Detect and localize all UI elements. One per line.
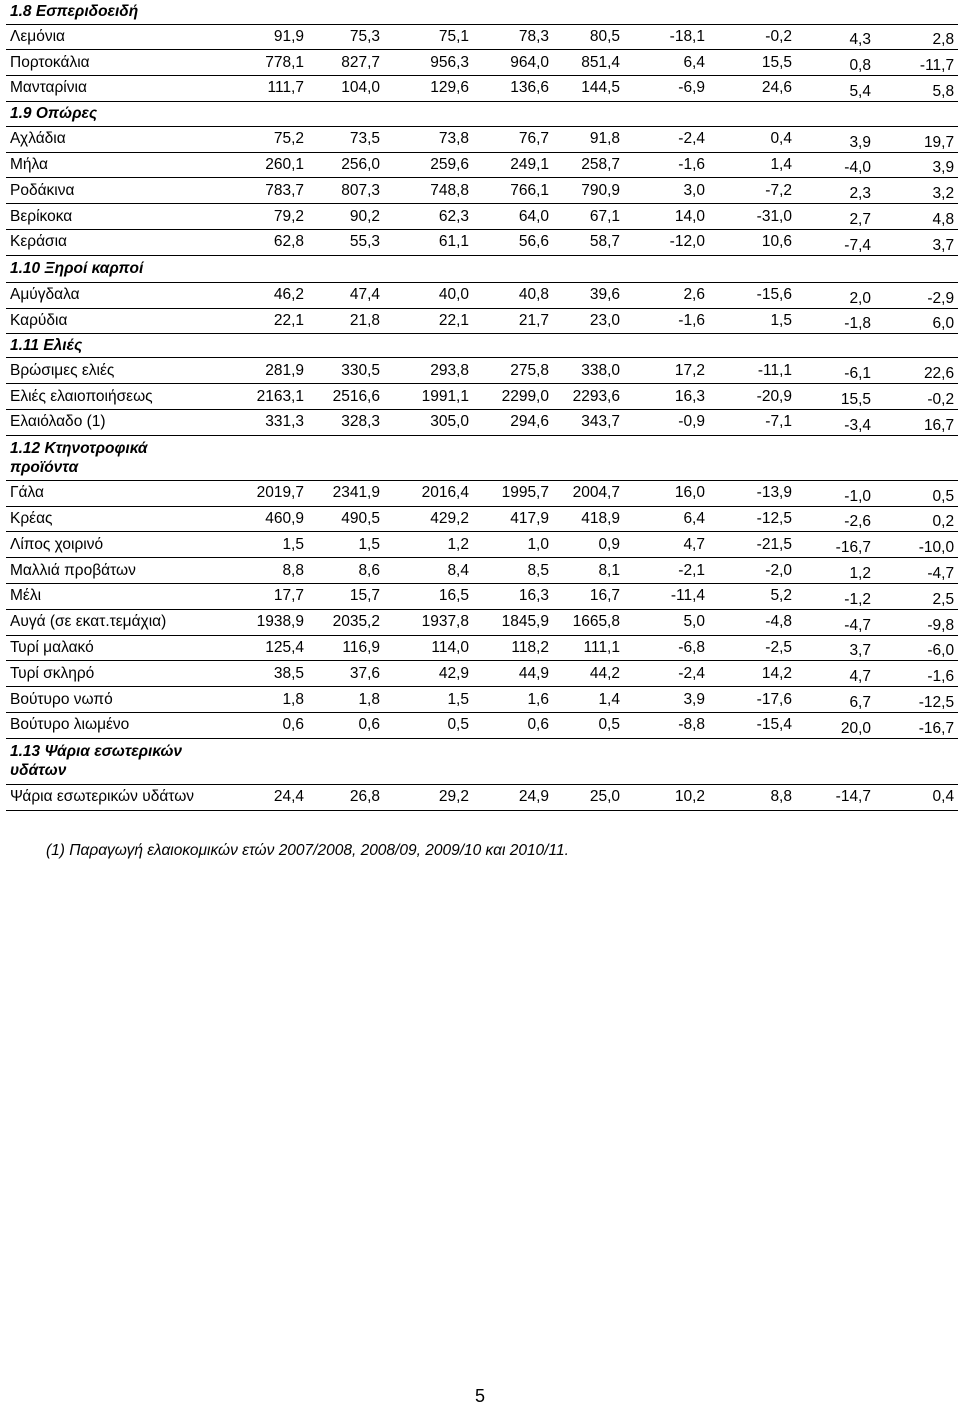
row-label: Βούτυρο λιωμένο bbox=[6, 713, 210, 739]
table-cell: 44,9 bbox=[473, 661, 553, 687]
table-cell: 111,1 bbox=[553, 635, 624, 661]
table-cell: 2019,7 bbox=[210, 480, 308, 506]
table-cell: 118,2 bbox=[473, 635, 553, 661]
table-row bbox=[6, 661, 958, 687]
table-cell: -2,1 bbox=[624, 558, 709, 584]
row-label: Αυγά (σε εκατ.τεμάχια) bbox=[6, 609, 210, 635]
table-cell: 1845,9 bbox=[473, 609, 553, 635]
table-cell: 116,9 bbox=[308, 635, 384, 661]
table-cell: -8,8 bbox=[624, 713, 709, 739]
table-cell: 22,1 bbox=[384, 308, 473, 334]
table-cell: -1,6 bbox=[624, 308, 709, 334]
table-cell: 76,7 bbox=[473, 126, 553, 152]
table-cell: 91,8 bbox=[553, 126, 624, 152]
table-cell: 104,0 bbox=[308, 76, 384, 102]
table-cell: 418,9 bbox=[553, 506, 624, 532]
table-cell: -9,8 bbox=[875, 609, 958, 635]
table-cell: 21,7 bbox=[473, 308, 553, 334]
table-cell: 1665,8 bbox=[553, 609, 624, 635]
table-cell: 26,8 bbox=[308, 784, 384, 810]
table-cell: -1,8 bbox=[796, 308, 875, 334]
section-title: 1.13 Ψάρια εσωτερικών υδάτων bbox=[6, 738, 210, 784]
table-cell: 37,6 bbox=[308, 661, 384, 687]
table-cell: 46,2 bbox=[210, 282, 308, 308]
table-cell: 75,2 bbox=[210, 126, 308, 152]
page-number: 5 bbox=[474, 1386, 485, 1406]
table-cell: 14,2 bbox=[709, 661, 796, 687]
table-cell: 4,3 bbox=[796, 24, 875, 50]
table-cell: -2,0 bbox=[709, 558, 796, 584]
table-cell: 328,3 bbox=[308, 410, 384, 436]
table-cell: 2,8 bbox=[875, 24, 958, 50]
table-cell: -2,9 bbox=[875, 282, 958, 308]
table-cell: -18,1 bbox=[624, 24, 709, 50]
table-cell: 3,0 bbox=[624, 178, 709, 204]
table-cell: -6,1 bbox=[796, 358, 875, 384]
section-header-row bbox=[6, 738, 958, 784]
table-cell: 293,8 bbox=[384, 358, 473, 384]
table-cell: 256,0 bbox=[308, 152, 384, 178]
table-cell: 1,8 bbox=[210, 687, 308, 713]
table-row bbox=[6, 152, 958, 178]
table-cell: 25,0 bbox=[553, 784, 624, 810]
table-cell: 3,7 bbox=[875, 230, 958, 256]
table-cell: 22,1 bbox=[210, 308, 308, 334]
row-label: Κρέας bbox=[6, 506, 210, 532]
row-label: Ελιές ελαιοποιήσεως bbox=[6, 384, 210, 410]
row-label: Μανταρίνια bbox=[6, 76, 210, 102]
table-cell: 3,9 bbox=[624, 687, 709, 713]
table-cell: 1,5 bbox=[384, 687, 473, 713]
table-cell: 75,3 bbox=[308, 24, 384, 50]
table-cell: 338,0 bbox=[553, 358, 624, 384]
table-cell: 8,8 bbox=[210, 558, 308, 584]
table-cell: 55,3 bbox=[308, 230, 384, 256]
table-cell: -21,5 bbox=[709, 532, 796, 558]
table-cell: 111,7 bbox=[210, 76, 308, 102]
section-header-row bbox=[6, 255, 958, 282]
table-row bbox=[6, 24, 958, 50]
table-cell: 1,4 bbox=[709, 152, 796, 178]
table-cell: 766,1 bbox=[473, 178, 553, 204]
table-cell: 294,6 bbox=[473, 410, 553, 436]
table-row bbox=[6, 50, 958, 76]
table-cell: -14,7 bbox=[796, 784, 875, 810]
table-cell: -12,0 bbox=[624, 230, 709, 256]
row-label: Αχλάδια bbox=[6, 126, 210, 152]
section-title: 1.8 Εσπεριδοειδή bbox=[6, 0, 958, 24]
table-row bbox=[6, 784, 958, 810]
table-cell: 2293,6 bbox=[553, 384, 624, 410]
table-cell: 80,5 bbox=[553, 24, 624, 50]
table-cell: 23,0 bbox=[553, 308, 624, 334]
table-cell: -1,2 bbox=[796, 584, 875, 610]
row-label: Μήλα bbox=[6, 152, 210, 178]
table-cell: -0,9 bbox=[624, 410, 709, 436]
table-cell: 8,6 bbox=[308, 558, 384, 584]
table-cell: 748,8 bbox=[384, 178, 473, 204]
table-cell: 281,9 bbox=[210, 358, 308, 384]
table-cell: 259,6 bbox=[384, 152, 473, 178]
table-cell: -20,9 bbox=[709, 384, 796, 410]
table-cell: 0,9 bbox=[553, 532, 624, 558]
table-cell: -15,6 bbox=[709, 282, 796, 308]
table-cell: 62,8 bbox=[210, 230, 308, 256]
table-cell: 16,3 bbox=[473, 584, 553, 610]
table-cell: -1,6 bbox=[624, 152, 709, 178]
table-cell: 2163,1 bbox=[210, 384, 308, 410]
table-row bbox=[6, 558, 958, 584]
table-cell: 3,2 bbox=[875, 178, 958, 204]
table-cell: 114,0 bbox=[384, 635, 473, 661]
table-cell: 260,1 bbox=[210, 152, 308, 178]
table-cell: 2035,2 bbox=[308, 609, 384, 635]
section-header-row bbox=[6, 334, 958, 358]
table-cell: -12,5 bbox=[875, 687, 958, 713]
table-cell: 778,1 bbox=[210, 50, 308, 76]
table-cell: -17,6 bbox=[709, 687, 796, 713]
table-cell: 460,9 bbox=[210, 506, 308, 532]
table-cell: 790,9 bbox=[553, 178, 624, 204]
table-row bbox=[6, 204, 958, 230]
table-cell: 38,5 bbox=[210, 661, 308, 687]
table-cell: 10,2 bbox=[624, 784, 709, 810]
table-cell: 16,0 bbox=[624, 480, 709, 506]
table-cell: 24,4 bbox=[210, 784, 308, 810]
table-cell: 2004,7 bbox=[553, 480, 624, 506]
table-row bbox=[6, 635, 958, 661]
table-cell: -2,4 bbox=[624, 126, 709, 152]
table-row bbox=[6, 384, 958, 410]
table-cell: -2,4 bbox=[624, 661, 709, 687]
row-label: Πορτοκάλια bbox=[6, 50, 210, 76]
table-cell: 144,5 bbox=[553, 76, 624, 102]
table-cell: 0,6 bbox=[308, 713, 384, 739]
table-cell: 305,0 bbox=[384, 410, 473, 436]
table-cell: 0,5 bbox=[553, 713, 624, 739]
table-cell: 0,6 bbox=[473, 713, 553, 739]
table-cell: 0,2 bbox=[875, 506, 958, 532]
table-cell: -0,2 bbox=[709, 24, 796, 50]
table-cell: 15,7 bbox=[308, 584, 384, 610]
table-cell: 0,4 bbox=[875, 784, 958, 810]
table-cell: 2516,6 bbox=[308, 384, 384, 410]
table-cell: 2,5 bbox=[875, 584, 958, 610]
table-cell: 136,6 bbox=[473, 76, 553, 102]
table-cell: 14,0 bbox=[624, 204, 709, 230]
table-row bbox=[6, 609, 958, 635]
section-title: 1.11 Ελιές bbox=[6, 334, 958, 358]
row-label: Βερίκοκα bbox=[6, 204, 210, 230]
table-row bbox=[6, 532, 958, 558]
table-cell: 40,8 bbox=[473, 282, 553, 308]
table-cell: 73,5 bbox=[308, 126, 384, 152]
table-cell: -6,8 bbox=[624, 635, 709, 661]
table-cell: -2,5 bbox=[709, 635, 796, 661]
section-header-row bbox=[6, 101, 958, 126]
table-cell: -31,0 bbox=[709, 204, 796, 230]
table-cell: 2,0 bbox=[796, 282, 875, 308]
table-cell: -10,0 bbox=[875, 532, 958, 558]
table-cell: -4,8 bbox=[709, 609, 796, 635]
table-cell: 79,2 bbox=[210, 204, 308, 230]
table-cell: 1,2 bbox=[384, 532, 473, 558]
table-cell: 129,6 bbox=[384, 76, 473, 102]
table-cell: 807,3 bbox=[308, 178, 384, 204]
table-cell: -6,0 bbox=[875, 635, 958, 661]
table-cell: 851,4 bbox=[553, 50, 624, 76]
table-cell: 3,9 bbox=[875, 152, 958, 178]
table-cell: 1,5 bbox=[308, 532, 384, 558]
table-cell: 783,7 bbox=[210, 178, 308, 204]
table-cell: -4,7 bbox=[796, 609, 875, 635]
table-cell: 17,2 bbox=[624, 358, 709, 384]
table-cell: 0,5 bbox=[384, 713, 473, 739]
table-cell: 8,4 bbox=[384, 558, 473, 584]
table-cell: 1,0 bbox=[473, 532, 553, 558]
production-table bbox=[6, 0, 958, 811]
table-row bbox=[6, 584, 958, 610]
row-label: Ροδάκινα bbox=[6, 178, 210, 204]
table-cell: 417,9 bbox=[473, 506, 553, 532]
table-row bbox=[6, 76, 958, 102]
table-cell: -11,4 bbox=[624, 584, 709, 610]
table-cell: 964,0 bbox=[473, 50, 553, 76]
table-cell: 827,7 bbox=[308, 50, 384, 76]
table-row bbox=[6, 410, 958, 436]
row-label: Μέλι bbox=[6, 584, 210, 610]
table-row bbox=[6, 713, 958, 739]
table-cell: 6,0 bbox=[875, 308, 958, 334]
table-cell: 343,7 bbox=[553, 410, 624, 436]
table-cell: 58,7 bbox=[553, 230, 624, 256]
row-label: Καρύδια bbox=[6, 308, 210, 334]
table-row bbox=[6, 282, 958, 308]
table-cell: 1,6 bbox=[473, 687, 553, 713]
table-cell: 2,3 bbox=[796, 178, 875, 204]
table-cell: 258,7 bbox=[553, 152, 624, 178]
table-cell: -0,2 bbox=[875, 384, 958, 410]
table-cell: 330,5 bbox=[308, 358, 384, 384]
table-row bbox=[6, 687, 958, 713]
section-header-row bbox=[6, 435, 958, 480]
table-cell: 1,5 bbox=[210, 532, 308, 558]
table-cell: 40,0 bbox=[384, 282, 473, 308]
table-row bbox=[6, 480, 958, 506]
table-cell: 0,5 bbox=[875, 480, 958, 506]
table-cell: -6,9 bbox=[624, 76, 709, 102]
table-cell: 8,8 bbox=[709, 784, 796, 810]
table-cell: 24,6 bbox=[709, 76, 796, 102]
table-cell: 8,5 bbox=[473, 558, 553, 584]
table-cell: 78,3 bbox=[473, 24, 553, 50]
table-cell: 331,3 bbox=[210, 410, 308, 436]
table-cell: 91,9 bbox=[210, 24, 308, 50]
row-label: Βρώσιμες ελιές bbox=[6, 358, 210, 384]
table-cell: -11,1 bbox=[709, 358, 796, 384]
section-title: 1.12 Κτηνοτροφικά προϊόντα bbox=[6, 435, 210, 480]
table-row bbox=[6, 506, 958, 532]
table-cell: 1991,1 bbox=[384, 384, 473, 410]
table-cell: 56,6 bbox=[473, 230, 553, 256]
table-cell: -16,7 bbox=[875, 713, 958, 739]
table-row bbox=[6, 230, 958, 256]
table-cell: -12,5 bbox=[709, 506, 796, 532]
row-label: Ψάρια εσωτερικών υδάτων bbox=[6, 784, 210, 810]
table-cell: -4,7 bbox=[875, 558, 958, 584]
table-cell: 67,1 bbox=[553, 204, 624, 230]
section-title: 1.10 Ξηροί καρποί bbox=[6, 255, 958, 282]
table-cell: 6,4 bbox=[624, 50, 709, 76]
table-cell: 10,6 bbox=[709, 230, 796, 256]
table-cell: 20,0 bbox=[796, 713, 875, 739]
table-cell: 1,5 bbox=[709, 308, 796, 334]
table-cell: 39,6 bbox=[553, 282, 624, 308]
row-label: Μαλλιά προβάτων bbox=[6, 558, 210, 584]
section-title: 1.9 Οπώρες bbox=[6, 101, 958, 126]
table-cell: -16,7 bbox=[796, 532, 875, 558]
table-cell: 0,4 bbox=[709, 126, 796, 152]
row-label: Ελαιόλαδο (1) bbox=[6, 410, 210, 436]
table-cell: 2299,0 bbox=[473, 384, 553, 410]
table-cell: 5,0 bbox=[624, 609, 709, 635]
table-cell: 5,4 bbox=[796, 76, 875, 102]
table-cell: 15,5 bbox=[709, 50, 796, 76]
table-cell: 1,8 bbox=[308, 687, 384, 713]
table-cell: 75,1 bbox=[384, 24, 473, 50]
table-cell: 4,7 bbox=[796, 661, 875, 687]
table-cell: 61,1 bbox=[384, 230, 473, 256]
row-label: Κεράσια bbox=[6, 230, 210, 256]
table-cell: 22,6 bbox=[875, 358, 958, 384]
table-cell: 3,7 bbox=[796, 635, 875, 661]
table-cell: 4,7 bbox=[624, 532, 709, 558]
table-cell: 2,6 bbox=[624, 282, 709, 308]
table-cell: -13,9 bbox=[709, 480, 796, 506]
table-cell: 2016,4 bbox=[384, 480, 473, 506]
table-cell: -11,7 bbox=[875, 50, 958, 76]
table-cell: -3,4 bbox=[796, 410, 875, 436]
table-cell: 429,2 bbox=[384, 506, 473, 532]
table-cell: 16,7 bbox=[875, 410, 958, 436]
row-label: Τυρί μαλακό bbox=[6, 635, 210, 661]
section-header-row bbox=[6, 0, 958, 24]
table-cell: 24,9 bbox=[473, 784, 553, 810]
row-label: Λίπος χοιρινό bbox=[6, 532, 210, 558]
row-label: Γάλα bbox=[6, 480, 210, 506]
section-filler bbox=[210, 738, 958, 784]
table-cell: 956,3 bbox=[384, 50, 473, 76]
table-cell: 0,8 bbox=[796, 50, 875, 76]
table-cell: 3,9 bbox=[796, 126, 875, 152]
table-cell: 0,6 bbox=[210, 713, 308, 739]
table-cell: 125,4 bbox=[210, 635, 308, 661]
table-cell: 490,5 bbox=[308, 506, 384, 532]
table-cell: 62,3 bbox=[384, 204, 473, 230]
footnote: (1) Παραγωγή ελαιοκομικών ετών 2007/2008, 2008/09, 2009/10 και 2010/11. bbox=[46, 842, 569, 859]
row-label: Αμύγδαλα bbox=[6, 282, 210, 308]
table-cell: 275,8 bbox=[473, 358, 553, 384]
table-cell: -7,4 bbox=[796, 230, 875, 256]
table-cell: -7,2 bbox=[709, 178, 796, 204]
row-label: Βούτυρο νωπό bbox=[6, 687, 210, 713]
table-cell: 1,4 bbox=[553, 687, 624, 713]
table-cell: 6,4 bbox=[624, 506, 709, 532]
table-cell: -4,0 bbox=[796, 152, 875, 178]
table-cell: 16,7 bbox=[553, 584, 624, 610]
table-cell: 4,8 bbox=[875, 204, 958, 230]
table-cell: 19,7 bbox=[875, 126, 958, 152]
row-label: Λεμόνια bbox=[6, 24, 210, 50]
table-cell: -7,1 bbox=[709, 410, 796, 436]
table-cell: 42,9 bbox=[384, 661, 473, 687]
table-row bbox=[6, 178, 958, 204]
table-cell: 16,5 bbox=[384, 584, 473, 610]
table-cell: -15,4 bbox=[709, 713, 796, 739]
table-cell: 1995,7 bbox=[473, 480, 553, 506]
table-cell: 1937,8 bbox=[384, 609, 473, 635]
table-row bbox=[6, 308, 958, 334]
table-cell: 8,1 bbox=[553, 558, 624, 584]
table-cell: 15,5 bbox=[796, 384, 875, 410]
row-label: Τυρί σκληρό bbox=[6, 661, 210, 687]
table-cell: 5,8 bbox=[875, 76, 958, 102]
table-cell: 6,7 bbox=[796, 687, 875, 713]
table-cell: 249,1 bbox=[473, 152, 553, 178]
table-row bbox=[6, 126, 958, 152]
table-cell: 64,0 bbox=[473, 204, 553, 230]
table-cell: -1,6 bbox=[875, 661, 958, 687]
table-cell: 5,2 bbox=[709, 584, 796, 610]
table-cell: 73,8 bbox=[384, 126, 473, 152]
table-cell: 1938,9 bbox=[210, 609, 308, 635]
table-cell: -1,0 bbox=[796, 480, 875, 506]
table-cell: 2341,9 bbox=[308, 480, 384, 506]
table-cell: 2,7 bbox=[796, 204, 875, 230]
table-cell: 21,8 bbox=[308, 308, 384, 334]
table-cell: 44,2 bbox=[553, 661, 624, 687]
table-cell: 29,2 bbox=[384, 784, 473, 810]
table-cell: -2,6 bbox=[796, 506, 875, 532]
section-filler bbox=[210, 435, 958, 480]
table-cell: 16,3 bbox=[624, 384, 709, 410]
table-row bbox=[6, 358, 958, 384]
table-cell: 17,7 bbox=[210, 584, 308, 610]
table-cell: 1,2 bbox=[796, 558, 875, 584]
table-cell: 47,4 bbox=[308, 282, 384, 308]
table-cell: 90,2 bbox=[308, 204, 384, 230]
